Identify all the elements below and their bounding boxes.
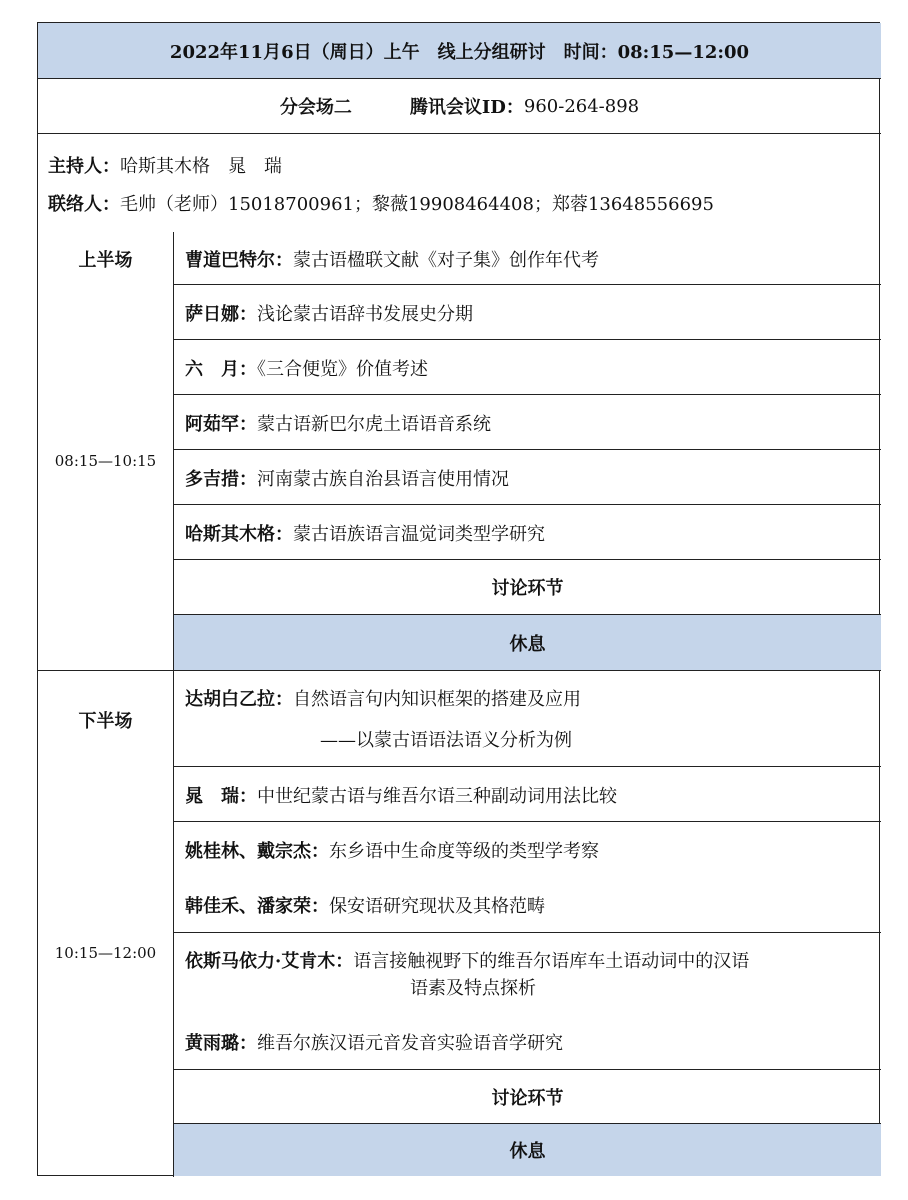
talk-title: 浅论蒙古语辞书发展史分期	[257, 304, 473, 325]
talk-text	[185, 355, 428, 381]
speaker-name: 姚桂林、戴宗杰：	[185, 841, 329, 862]
meeting-id-label: 腾讯会议ID：	[409, 97, 524, 118]
speaker-name: 晁 瑞：	[185, 786, 257, 807]
discussion-row	[174, 1070, 881, 1124]
talk-title: 蒙古语楹联文献《对子集》创作年代考	[293, 250, 599, 271]
break-label: 休息	[509, 1141, 546, 1162]
speaker-name: 萨日娜：	[185, 304, 257, 325]
talk-text	[185, 1029, 563, 1055]
talk-row	[174, 285, 881, 340]
talk-text	[185, 892, 545, 918]
talk-title: 语言接触视野下的维吾尔语库车土语动词中的汉语	[353, 951, 750, 972]
talk-text	[185, 685, 581, 711]
talk-title: 保安语研究现状及其格范畴	[329, 896, 545, 917]
talk-title-continued: 语素及特点探析	[410, 978, 536, 999]
venue-row	[38, 79, 881, 134]
discussion-row	[174, 560, 881, 615]
talk-row	[174, 505, 881, 560]
talk-title: 《三合便览》价值考述	[257, 359, 428, 380]
contact-label: 联络人：	[48, 194, 120, 215]
talk-text	[185, 520, 545, 546]
first-half-label: 上半场	[78, 250, 133, 271]
talk-title: 中世纪蒙古语与维吾尔语三种副动词用法比较	[257, 786, 617, 807]
speaker-name: 曹道巴特尔：	[185, 250, 293, 271]
speaker-name: 阿茹罕：	[185, 414, 257, 435]
speaker-name: 多吉措：	[185, 469, 257, 490]
speaker-name: 哈斯其木格：	[185, 524, 293, 545]
talk-title: 蒙古语族语言温觉词类型学研究	[293, 524, 545, 545]
speaker-name: 达胡白乙拉：	[185, 689, 293, 710]
talk-row	[174, 671, 881, 767]
talk-row	[174, 232, 881, 285]
second-half-label: 下半场	[78, 711, 133, 732]
talk-text	[185, 782, 617, 808]
talk-title: 自然语言句内知识框架的搭建及应用	[293, 689, 581, 710]
discussion-label: 讨论环节	[491, 1087, 564, 1109]
talk-title: 东乡语中生命度等级的类型学考察	[329, 841, 599, 862]
host-contact-block	[38, 134, 881, 232]
session-title-text: 2022年11月6日（周日）上午 线上分组研讨 时间：08:15—12:00	[169, 41, 750, 63]
first-half-time: 08:15—10:15	[54, 452, 157, 470]
speaker-name: 依斯马依力·艾肯木：	[185, 951, 354, 972]
talk-row	[174, 767, 881, 822]
talk-row	[174, 395, 881, 450]
talk-pair-row	[174, 933, 881, 1070]
host-line	[48, 152, 282, 178]
break-label: 休息	[509, 633, 546, 655]
break-row	[174, 1124, 881, 1176]
discussion-label: 讨论环节	[491, 578, 564, 599]
schedule-table	[37, 22, 880, 1176]
talk-pair-row	[174, 822, 881, 933]
host-names: 哈斯其木格 晁 瑞	[120, 156, 282, 177]
session-title	[38, 23, 881, 79]
contact-line	[48, 190, 714, 216]
meeting-id[interactable]: 960-264-898	[523, 95, 640, 117]
talk-text	[185, 300, 473, 326]
speaker-name: 六 月：	[185, 359, 257, 380]
contact-text: 毛帅（老师）15018700961；黎薇19908464408；郑蓉13648556695	[120, 194, 714, 215]
talk-row	[174, 340, 881, 395]
talk-text	[185, 837, 599, 863]
talk-row	[174, 450, 881, 505]
speaker-name: 黄雨璐：	[185, 1033, 257, 1054]
host-label: 主持人：	[48, 156, 120, 177]
talk-title: 维吾尔族汉语元音发音实验语音学研究	[257, 1033, 563, 1054]
talk-title: 蒙古语新巴尔虎土语语音系统	[257, 414, 491, 435]
talk-text	[185, 410, 491, 436]
venue-name: 分会场二	[279, 97, 352, 118]
break-row	[174, 615, 881, 671]
speaker-name: 韩佳禾、潘家荣：	[185, 896, 329, 917]
second-half-time: 10:15—12:00	[54, 944, 157, 962]
talk-text	[185, 246, 599, 272]
talk-text	[185, 947, 749, 973]
talk-title: 河南蒙古族自治县语言使用情况	[257, 469, 509, 490]
talk-text	[185, 465, 509, 491]
talk-subtitle: ——以蒙古语语法语义分析为例	[320, 730, 572, 751]
